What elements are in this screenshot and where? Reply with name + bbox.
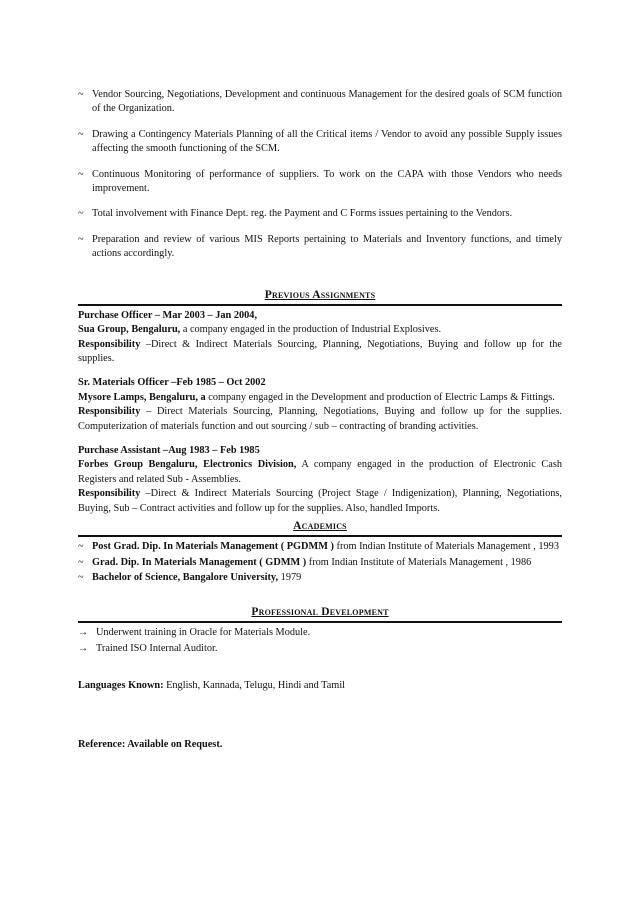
responsibility-label: Responsibility (78, 406, 141, 418)
list-item (78, 128, 562, 157)
job-company: Forbes Group Bengaluru, Electronics Division, (78, 459, 297, 471)
job-entry (78, 376, 562, 434)
section-title-professional-development: Professional Development (251, 606, 389, 619)
section-divider (78, 535, 562, 537)
development-text: Underwent training in Oracle for Materials Module. (96, 627, 311, 639)
development-text: Trained ISO Internal Auditor. (96, 642, 218, 654)
bullet-mark: ~ (78, 168, 84, 180)
academic-degree: Bachelor of Science, Bangalore University, (92, 571, 279, 583)
languages-label: Languages Known: (78, 680, 164, 692)
responsibility-text: Continuous Monitoring of performance of suppliers. To work on the CAPA with those Vendors who needs improvement. (92, 168, 562, 195)
section-divider (78, 621, 562, 623)
responsibility-text: Preparation and review of various MIS Reports pertaining to Materials and Inventory functions, and timely actions accordingly. (92, 233, 562, 260)
job-company-line (78, 323, 562, 337)
list-item (78, 233, 562, 262)
arrow-icon: → (78, 627, 89, 639)
academic-detail: from Indian Institute of Materials Management , 1993 (333, 541, 559, 553)
bullet-mark: ~ (78, 208, 84, 220)
responsibility-list (78, 88, 562, 262)
job-company-line (78, 391, 562, 405)
bullet-mark: ~ (78, 128, 84, 140)
languages-value: English, Kannada, Telugu, Hindi and Tamil (163, 680, 346, 692)
academic-degree: Post Grad. Dip. In Materials Management ( PGDMM ) (92, 541, 334, 553)
academics-list (78, 540, 562, 585)
job-company-desc: A company engaged in the production of Electronic Cash Registers and related Sub - Assemblies. (78, 459, 562, 485)
job-entry (78, 444, 562, 516)
section-title-academics: Academics (293, 520, 347, 533)
list-item (78, 88, 562, 117)
job-company: Sua Group, Bengaluru, (78, 324, 181, 336)
job-title: Purchase Officer – Mar 2003 – Jan 2004, (78, 309, 258, 321)
professional-development-list (78, 626, 562, 656)
job-company-line (78, 458, 562, 487)
responsibility-text: Drawing a Contingency Materials Planning of all the Critical items / Vendor to avoid any possible Supply issues affecting the smooth functioning of the SCM. (92, 128, 562, 155)
responsibility-label: Responsibility (78, 338, 141, 350)
job-company-desc: a company engaged in the production of Industrial Explosives. (180, 324, 442, 336)
job-responsibility (78, 405, 562, 434)
responsibility-text: Total involvement with Finance Dept. reg. the Payment and C Forms issues pertaining to the Vendors. (92, 208, 513, 220)
bullet-mark: ~ (78, 89, 84, 100)
section-divider (78, 304, 562, 306)
responsibility-label: Responsibility (78, 488, 141, 500)
job-entry (78, 309, 562, 367)
list-item (78, 626, 562, 640)
list-item (78, 540, 562, 554)
job-company: Mysore Lamps, Bengaluru, a (78, 391, 206, 403)
languages-line (78, 679, 562, 693)
bullet-mark: ~ (78, 233, 84, 245)
job-company-desc: company engaged in the Development and production of Electric Lamps & Fittings. (205, 391, 555, 403)
responsibility-text: – Direct Materials Sourcing, Planning, Negotiations, Buying and follow up for the supplies. Computerization of materials function and out sourcing / sub – contracting of branding activities. (78, 406, 562, 432)
academic-degree: Grad. Dip. In Materials Management ( GDMM ) (92, 556, 307, 568)
list-item (78, 571, 562, 585)
responsibility-text: –Direct & Indirect Materials Sourcing, Planning, Negotiations, Buying and follow up for the supplies. (78, 338, 562, 364)
bullet-mark: ~ (78, 541, 84, 553)
list-item (78, 168, 562, 197)
job-responsibility (78, 338, 562, 367)
reference-line: Reference: Available on Request. (78, 738, 223, 750)
list-item (78, 207, 562, 221)
resume-page (78, 88, 562, 752)
list-item (78, 556, 562, 570)
job-responsibility (78, 487, 562, 516)
responsibility-text: –Direct & Indirect Materials Sourcing (Project Stage / Indigenization), Planning, Negotiations, Buying, Sub – Contract activities and follow up for the supplies. Also, handled Imports. (78, 488, 562, 514)
job-title: Purchase Assistant –Aug 1983 – Feb 1985 (78, 445, 260, 456)
section-title-previous-assignments: Previous Assignments (264, 288, 376, 301)
responsibility-text: Vendor Sourcing, Negotiations, Development and continuous Management for the desired goals of SCM function of the Organization. (92, 89, 562, 115)
bullet-mark: ~ (78, 556, 84, 568)
academic-detail: from Indian Institute of Materials Management , 1986 (306, 556, 532, 568)
arrow-icon: → (78, 642, 89, 654)
academic-detail: 1979 (278, 571, 302, 583)
job-title: Sr. Materials Officer –Feb 1985 – Oct 2002 (78, 377, 266, 389)
bullet-mark: ~ (78, 571, 84, 583)
list-item (78, 642, 562, 656)
